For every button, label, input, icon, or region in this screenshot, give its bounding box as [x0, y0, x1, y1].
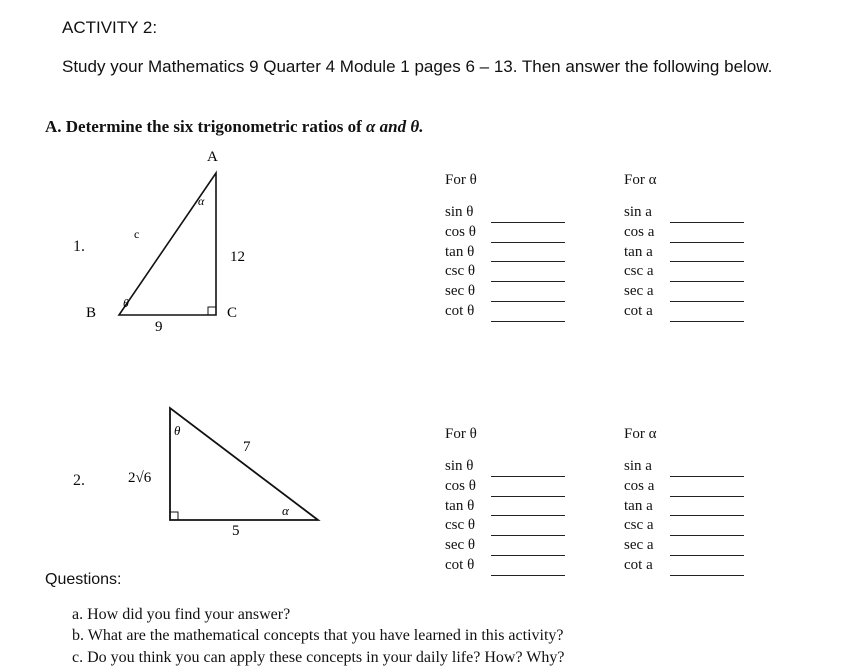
theta-row-sec: sec θ	[445, 536, 565, 556]
answer-blank[interactable]	[491, 523, 565, 536]
theta-row-csc: csc θ	[445, 516, 565, 536]
answer-blank[interactable]	[491, 543, 565, 556]
triangle-2-side-vertical: 2√6	[128, 470, 152, 486]
triangle-2-angle-theta: θ	[174, 423, 181, 438]
theta-column-header: For θ	[445, 172, 477, 188]
problem-1-alpha-column	[624, 172, 744, 322]
theta-row-cot: cot θ	[445, 556, 565, 576]
answer-blank[interactable]	[670, 249, 744, 262]
triangle-2-side-5: 5	[232, 523, 240, 539]
answer-blank[interactable]	[491, 563, 565, 576]
triangle-1-side-12: 12	[230, 249, 245, 265]
theta-row-sec: sec θ	[445, 282, 565, 302]
problem-2-alpha-column	[624, 426, 744, 576]
theta-row-cos: cos θ	[445, 223, 565, 243]
triangle-1-side-c: c	[134, 227, 140, 241]
theta-row-tan: tan θ	[445, 243, 565, 263]
answer-blank[interactable]	[491, 309, 565, 322]
triangle-2-figure	[120, 400, 340, 545]
triangle-1-vertex-a: A	[207, 149, 218, 165]
problem-2-number: 2.	[73, 472, 85, 489]
alpha-row-cot: cot a	[624, 556, 744, 576]
triangle-1-side-9: 9	[155, 319, 163, 335]
theta-row-sin: sin θ	[445, 457, 565, 477]
answer-blank[interactable]	[491, 484, 565, 497]
part-a-heading-symbols: α and θ.	[366, 117, 424, 136]
answer-blank[interactable]	[491, 269, 565, 282]
answer-blank[interactable]	[670, 210, 744, 223]
problem-2-theta-column	[445, 426, 565, 576]
alpha-column-header: For α	[624, 426, 657, 442]
alpha-row-csc: csc a	[624, 516, 744, 536]
triangle-1-right-angle-mark	[208, 307, 216, 315]
alpha-column-header: For α	[624, 172, 657, 188]
answer-blank[interactable]	[491, 249, 565, 262]
answer-blank[interactable]	[670, 309, 744, 322]
answer-blank[interactable]	[491, 464, 565, 477]
answer-blank[interactable]	[670, 484, 744, 497]
question-a: a. How did you find your answer?	[72, 606, 291, 623]
question-c: c. Do you think you can apply these concepts in your daily life? How? Why?	[72, 649, 565, 666]
triangle-2-right-angle-mark	[170, 512, 178, 520]
answer-blank[interactable]	[491, 503, 565, 516]
question-b: b. What are the mathematical concepts that you have learned in this activity?	[72, 627, 564, 644]
answer-blank[interactable]	[491, 210, 565, 223]
answer-blank[interactable]	[670, 563, 744, 576]
triangle-2-shape	[170, 408, 318, 520]
alpha-row-cos: cos a	[624, 477, 744, 497]
theta-row-sin: sin θ	[445, 203, 565, 223]
theta-row-cot: cot θ	[445, 302, 565, 322]
alpha-row-sin: sin a	[624, 203, 744, 223]
problem-1-theta-column	[445, 172, 565, 322]
answer-blank[interactable]	[670, 269, 744, 282]
triangle-1-figure	[80, 140, 280, 340]
alpha-row-sec: sec a	[624, 536, 744, 556]
triangle-1-vertex-c: C	[227, 305, 238, 321]
triangle-2-angle-alpha: α	[282, 503, 289, 518]
theta-row-cos: cos θ	[445, 477, 565, 497]
alpha-row-csc: csc a	[624, 262, 744, 282]
instruction-text: Study your Mathematics 9 Quarter 4 Module 1 pages 6 – 13. Then answer the following below.	[62, 57, 773, 76]
theta-row-csc: csc θ	[445, 262, 565, 282]
answer-blank[interactable]	[491, 289, 565, 302]
theta-column-header: For θ	[445, 426, 477, 442]
alpha-row-tan: tan a	[624, 243, 744, 263]
triangle-1-vertex-b: B	[86, 305, 97, 321]
questions-heading: Questions:	[45, 571, 122, 588]
triangle-1-angle-theta: θ	[123, 296, 129, 310]
answer-blank[interactable]	[670, 543, 744, 556]
problem-1-number: 1.	[73, 238, 85, 255]
part-a-heading-prefix: A. Determine the six trigonometric ratios of	[45, 117, 362, 136]
answer-blank[interactable]	[670, 503, 744, 516]
answer-blank[interactable]	[491, 230, 565, 243]
triangle-2-side-7: 7	[243, 439, 251, 455]
part-a-heading	[45, 117, 423, 137]
answer-blank[interactable]	[670, 464, 744, 477]
alpha-row-sec: sec a	[624, 282, 744, 302]
triangle-1-angle-alpha: α	[198, 194, 205, 208]
answer-blank[interactable]	[670, 523, 744, 536]
answer-blank[interactable]	[670, 289, 744, 302]
alpha-row-tan: tan a	[624, 497, 744, 517]
theta-row-tan: tan θ	[445, 497, 565, 517]
alpha-row-sin: sin a	[624, 457, 744, 477]
activity-title: ACTIVITY 2:	[62, 18, 158, 37]
answer-blank[interactable]	[670, 230, 744, 243]
alpha-row-cos: cos a	[624, 223, 744, 243]
alpha-row-cot: cot a	[624, 302, 744, 322]
